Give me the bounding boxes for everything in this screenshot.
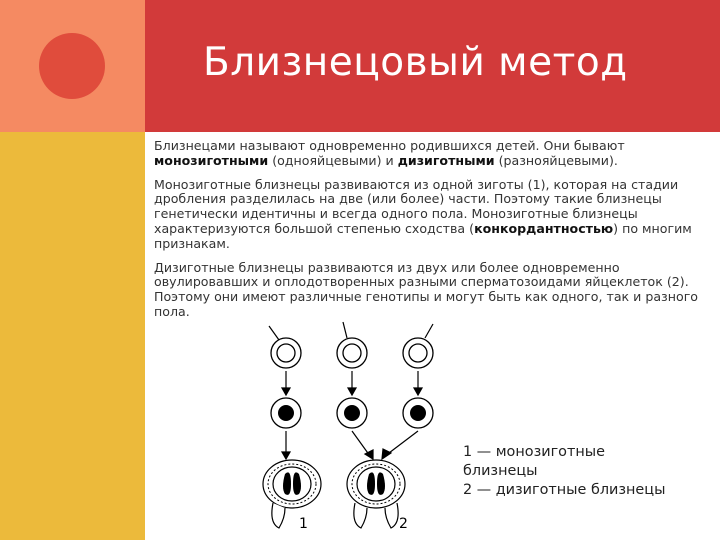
paragraph-definition	[154, 139, 699, 169]
legend-line-1: 1 — монозиготные	[463, 444, 605, 460]
text-run: ) по многим признакам.	[154, 220, 692, 251]
figure-label-1: 1	[299, 516, 308, 532]
bold-term: дизиготными	[397, 152, 495, 168]
legend-line-3: 2 — дизиготные близнецы	[463, 482, 666, 498]
left-accent-bottom	[0, 132, 145, 540]
figure-label-2: 2	[399, 516, 408, 532]
text-run: Монозиготные близнецы развиваются из одной зиготы (1), которая на стадии дробления разделилась на две (или более) части. Поэтому такие близнецы генетически идентичны и всегда одного пола. Монозиготные близнецы характеризуются большой степенью сходства (	[154, 176, 679, 236]
text-run: (однояйцевыми) и	[268, 152, 398, 168]
body-text	[154, 139, 699, 329]
bold-term: монозиготными	[154, 152, 269, 168]
paragraph-monozygotic	[154, 178, 699, 252]
decorative-circle	[39, 33, 105, 99]
figure-legend	[463, 443, 665, 500]
legend-line-2: близнецы	[463, 463, 538, 479]
paragraph-dizygotic	[154, 261, 699, 320]
slide-title: Близнецовый метод	[203, 40, 628, 85]
twins-diagram	[255, 318, 455, 540]
bold-term: конкордантностью	[474, 220, 614, 236]
text-run: Дизиготные близнецы развиваются из двух или более одновременно овулировавших и оплодотворенных разными сперматозоидами яйцеклеток (2). Поэтому они имеют различные генотипы и могут быть как одного, так и разного пола.	[154, 259, 699, 319]
text-run: (разнояйцевыми).	[494, 152, 618, 168]
text-run: Близнецами называют одновременно родившихся детей. Они бывают	[154, 138, 625, 153]
